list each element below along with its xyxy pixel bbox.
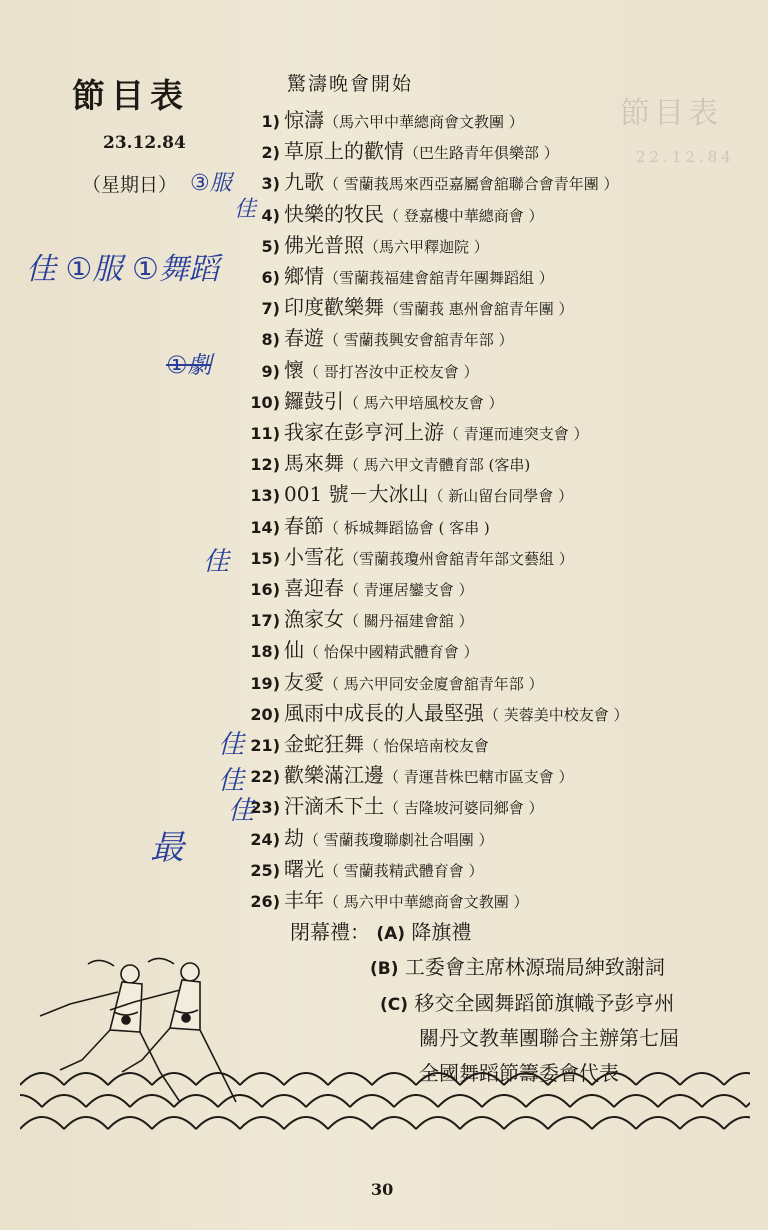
- program-item-number: 16): [250, 580, 280, 599]
- program-item-title: 春節: [284, 513, 324, 538]
- program-item: [236, 636, 479, 664]
- program-item-title: 仙: [284, 638, 304, 663]
- program-item-number: 8): [261, 330, 280, 350]
- handwritten-note-best-22: 佳: [218, 766, 245, 796]
- program-item-number: 11): [250, 424, 280, 443]
- program-item-number: 14): [250, 517, 280, 537]
- program-item-title: 汗滴禾下土: [284, 794, 384, 819]
- program-item: [236, 418, 589, 446]
- program-item-performer: （ 青運而連突支會 ）: [444, 425, 589, 443]
- program-item: [236, 824, 494, 852]
- program-item-title: 九歌: [284, 170, 324, 195]
- closing-ceremony-line-a: [290, 916, 471, 945]
- program-item-number: 10): [250, 392, 280, 412]
- closing-b-text: 工委會主席林源瑞局紳致謝詞: [404, 955, 665, 979]
- program-item: [236, 730, 489, 758]
- program-item-number: 24): [250, 829, 280, 849]
- program-item: [236, 512, 490, 540]
- program-item-performer: （ 雪蘭莪瓊聯劇社合唱團 ）: [304, 830, 494, 849]
- closing-ceremony-line-c3: 全國舞蹈節籌委會代表: [419, 1061, 619, 1085]
- program-item: [236, 137, 559, 165]
- program-item-performer: （ 怡保中國精武體育會 ）: [304, 643, 479, 662]
- program-item: [236, 668, 544, 696]
- program-item-performer: （雪蘭莪瓊州會舘青年部文藝組 ）: [344, 549, 574, 568]
- program-item-title: 春遊: [284, 326, 324, 351]
- closing-ceremony-line-b: [370, 951, 665, 980]
- program-item: [236, 605, 474, 633]
- closing-a-text: 降旗禮: [411, 920, 472, 944]
- program-item-number: 2): [261, 143, 280, 163]
- program-item-number: 21): [250, 736, 280, 755]
- program-item-performer: （ 馬六甲文青體育部 (客串): [344, 456, 531, 475]
- program-item: [236, 761, 574, 789]
- show-through-text: 節目表: [620, 96, 722, 131]
- wave-row: [20, 1095, 750, 1107]
- program-item-title: 佛光普照: [284, 232, 364, 257]
- handwritten-note-costume: ③服: [190, 171, 232, 196]
- program-item-title: 漁家女: [284, 607, 344, 632]
- page-title: 節目表: [72, 76, 189, 115]
- program-item-performer: （ 芙蓉美中校友會 ）: [484, 705, 629, 724]
- program-item: [236, 262, 554, 290]
- program-item: [236, 792, 544, 820]
- program-item: [236, 449, 530, 477]
- program-item-number: 4): [261, 205, 280, 225]
- program-item-title: 丰年: [284, 888, 324, 912]
- program-item-title: 鑼鼓引: [284, 388, 344, 413]
- program-heading: 驚濤晚會開始: [287, 73, 414, 95]
- program-item: [236, 293, 574, 321]
- program-item-performer: （ 青運昔株巴轄市區支會 ）: [384, 768, 574, 787]
- program-item-performer: （ 馬六甲同安金廈會舘青年部 ）: [324, 674, 544, 693]
- closing-a-label: (A): [376, 924, 406, 944]
- handwritten-note-best-4: 佳: [234, 197, 257, 222]
- handwritten-note-top: 最: [150, 828, 184, 868]
- program-item-number: 17): [250, 611, 280, 631]
- program-item-performer: （ 雪蘭莪精武體育會 ）: [324, 861, 484, 880]
- program-item-title: 我家在彭亨河上游: [284, 420, 444, 444]
- program-item: [236, 106, 524, 134]
- program-item-number: 20): [250, 704, 280, 724]
- program-item: [236, 387, 504, 415]
- program-item-performer: （雪蘭莪 惠州會舘青年團 ）: [384, 300, 574, 319]
- program-item-performer: （馬六甲釋迦院 ）: [364, 237, 489, 256]
- program-item-number: 3): [261, 174, 280, 194]
- program-item-performer: （ 關丹福建會舘 ）: [344, 612, 474, 631]
- program-item-title: 曙光: [284, 856, 324, 881]
- program-item: [236, 480, 573, 508]
- program-item-number: 18): [250, 642, 280, 662]
- closing-b-label: (B): [370, 959, 399, 979]
- program-item-number: 13): [250, 486, 280, 506]
- program-item-title: 劫: [284, 825, 304, 850]
- program-item-number: 25): [250, 860, 280, 880]
- program-item-performer: （ 哥打峇汝中正校友會 ）: [304, 362, 479, 381]
- program-item-number: 23): [250, 798, 280, 818]
- program-item-title: 001 號－大冰山: [284, 482, 429, 507]
- closing-ceremony-line-c2: 關丹文教華團聯合主辦第七屆: [419, 1026, 679, 1050]
- program-item-title: 馬來舞: [284, 451, 344, 476]
- program-item-performer: （巴生路青年俱樂部 ）: [404, 144, 559, 163]
- program-item-number: 5): [261, 236, 280, 256]
- program-item-title: 草原上的歡情: [284, 139, 404, 164]
- program-item-performer: （ 馬六甲培風校友會 ）: [344, 393, 504, 412]
- program-item-title: 風雨中成長的人最堅强: [284, 700, 484, 725]
- program-item-performer: （ 柝城舞蹈協會 ( 客串 ): [324, 518, 490, 537]
- program-item: [236, 574, 474, 602]
- waves-illustration: [20, 1055, 750, 1145]
- program-item-performer: （ 雪蘭莪興安會舘青年部 ）: [324, 331, 514, 350]
- program-item-title: 喜迎春: [284, 576, 344, 600]
- program-weekday: （星期日）: [82, 174, 178, 196]
- program-item: [236, 855, 484, 883]
- program-item: [236, 886, 529, 914]
- program-item-performer: （ 青運居鑾支會 ）: [344, 581, 474, 599]
- program-item-title: 惊濤: [284, 108, 324, 132]
- program-item-title: 歡樂滿江邊: [284, 763, 384, 788]
- program-item-number: 22): [250, 767, 280, 787]
- program-item-number: 1): [261, 112, 280, 131]
- show-through-date: 22.12.84: [636, 148, 735, 166]
- handwritten-note-best-23: 佳: [228, 796, 255, 826]
- program-item-title: 友愛: [284, 669, 324, 694]
- program-item: [236, 200, 544, 228]
- program-item: [236, 168, 619, 196]
- closing-label: 閉幕禮：: [290, 920, 370, 944]
- closing-c-line1: 移交全國舞蹈節旗幟予彭亨州: [414, 991, 675, 1015]
- handwritten-note-best-21: 佳: [218, 730, 245, 760]
- program-item-title: 快樂的牧民: [284, 201, 384, 226]
- wave-row: [20, 1073, 750, 1085]
- program-item: [236, 699, 629, 727]
- program-item-title: 印度歡樂舞: [284, 295, 384, 320]
- program-item-number: 15): [250, 548, 280, 568]
- program-item-title: 金蛇狂舞: [284, 732, 364, 756]
- handwritten-note-margin: 佳 ①服 ①舞蹈: [26, 252, 219, 287]
- program-date: 23.12.84: [103, 133, 186, 153]
- closing-ceremony-line-c1: [380, 987, 674, 1016]
- program-item-performer: （ 馬六甲中華總商會文教團 ）: [324, 893, 529, 911]
- program-item-number: 26): [250, 892, 280, 911]
- program-item-number: 19): [250, 673, 280, 693]
- program-item-number: 7): [261, 299, 280, 319]
- program-item-performer: （ 怡保培南校友會: [364, 737, 489, 755]
- page-number: 30: [371, 1180, 394, 1199]
- program-item-title: 鄉情: [284, 264, 324, 288]
- program-item-performer: （ 雪蘭莪馬來西亞嘉屬會舘聯合會青年團 ）: [324, 175, 619, 194]
- handwritten-note-best-15: 佳: [203, 547, 230, 577]
- closing-c-label: (C): [380, 995, 409, 1015]
- program-item: [236, 356, 479, 384]
- program-item: [236, 324, 514, 352]
- program-item-number: 9): [261, 361, 280, 381]
- program-item-performer: （ 登嘉樓中華總商會 ）: [384, 206, 544, 225]
- program-item-performer: （ 新山留台同學會 ）: [428, 487, 574, 506]
- program-item-number: 12): [250, 455, 280, 475]
- wave-row: [20, 1117, 750, 1129]
- program-item: [236, 543, 574, 571]
- program-item: [236, 231, 489, 259]
- handwritten-note-drama: ①劇: [166, 351, 212, 379]
- program-item-number: 6): [261, 268, 280, 287]
- program-item-title: 小雪花: [284, 544, 344, 569]
- program-item-performer: （雪蘭莪福建會舘青年團舞蹈組 ）: [324, 269, 554, 287]
- program-item-performer: （馬六甲中華總商會文教團 ）: [324, 113, 524, 131]
- program-item-title: 懷: [284, 357, 304, 382]
- program-item-performer: （ 吉隆坡河婆同鄉會 ）: [384, 799, 544, 818]
